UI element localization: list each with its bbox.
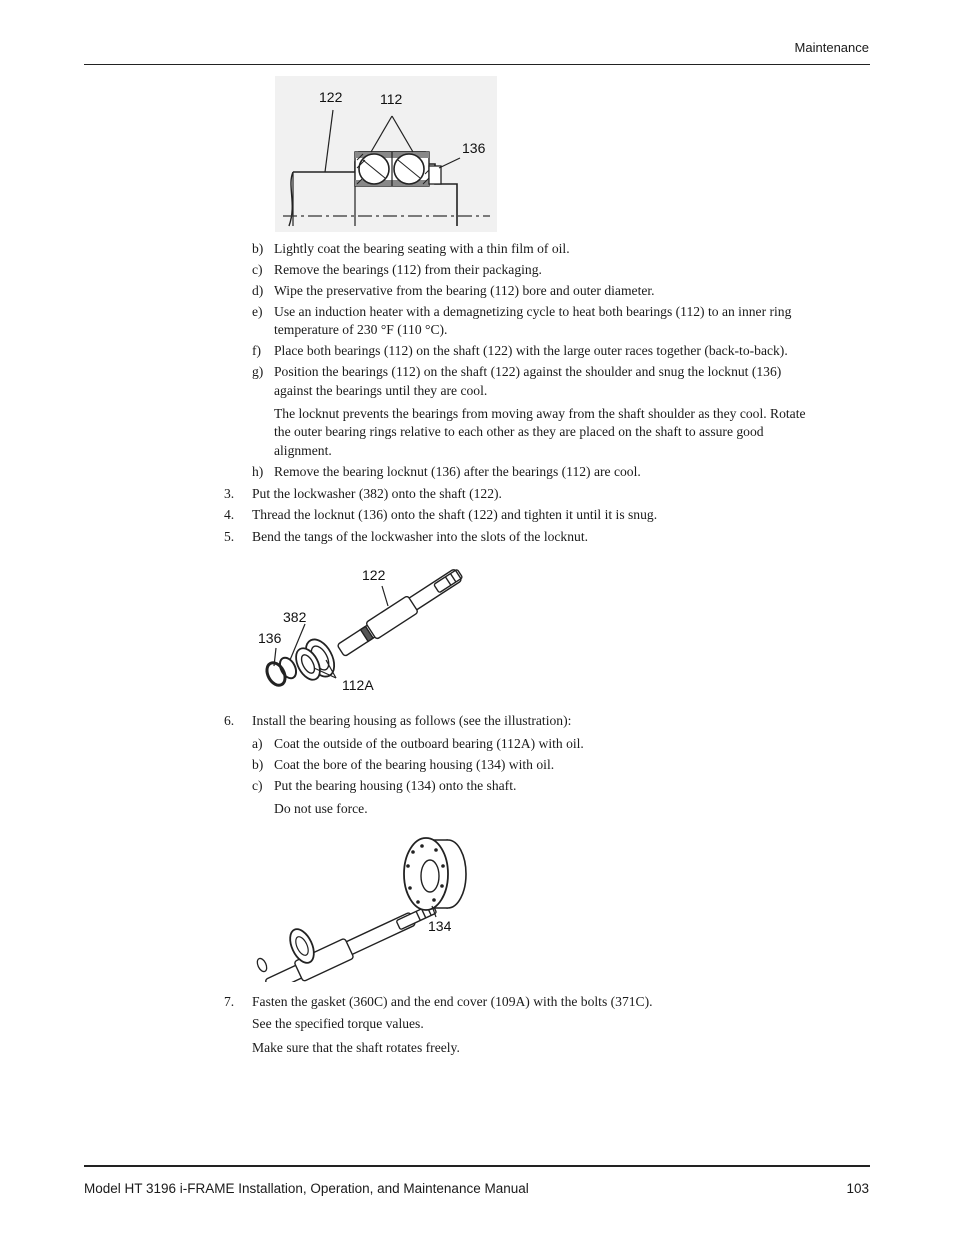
- list-marker: c): [252, 262, 263, 277]
- list-marker: b): [252, 241, 264, 256]
- step-text: Bend the tangs of the lockwasher into the slots of the locknut.: [252, 529, 589, 544]
- step-text: Thread the locknut (136) onto the shaft (122) and tighten it until it is snug.: [252, 507, 658, 522]
- list-item: Remove the bearings (112) from their packaging.: [274, 262, 542, 277]
- locknut-136: [263, 660, 288, 689]
- step-number: 7.: [224, 994, 235, 1009]
- note-line: The locknut prevents the bearings from moving away from the shaft shoulder as they cool. Rotate: [274, 406, 806, 421]
- callout-122: 122: [362, 567, 386, 583]
- callout-136: 136: [258, 630, 282, 646]
- section-title: Maintenance: [794, 40, 869, 55]
- list-item: Coat the bore of the bearing housing (134) with oil.: [274, 757, 555, 772]
- step-number: 4.: [224, 507, 235, 522]
- step-text: Install the bearing housing as follows (see the illustration):: [252, 713, 572, 728]
- callout-134: 134: [428, 918, 452, 934]
- step-number: 3.: [224, 486, 235, 501]
- list-item-continuation: temperature of 230 °F (110 °C).: [274, 322, 448, 337]
- note-line: alignment.: [274, 443, 332, 458]
- list-item: Lightly coat the bearing seating with a thin film of oil.: [274, 241, 570, 256]
- header-divider: [84, 64, 870, 65]
- list-item: Position the bearings (112) on the shaft (122) against the shoulder and snug the locknut (136): [274, 364, 782, 379]
- list-marker: e): [252, 304, 263, 319]
- step-text: Fasten the gasket (360C) and the end cover (109A) with the bolts (371C).: [252, 994, 653, 1009]
- footer-divider: [84, 1165, 870, 1167]
- bearing-housing-figure: [250, 830, 475, 982]
- shaft-assembly-figure: [250, 560, 475, 700]
- manual-title: Model HT 3196 i-FRAME Installation, Operation, and Maintenance Manual: [84, 1181, 529, 1196]
- callout-382: 382: [283, 609, 307, 625]
- list-marker: c): [252, 778, 263, 793]
- list-item: Put the bearing housing (134) onto the shaft.: [274, 778, 517, 793]
- list-item: Wipe the preservative from the bearing (112) bore and outer diameter.: [274, 283, 655, 298]
- list-item: Remove the bearing locknut (136) after the bearings (112) are cool.: [274, 464, 641, 479]
- callout-112a: 112A: [342, 677, 374, 693]
- list-marker: f): [252, 343, 262, 358]
- step-number: 6.: [224, 713, 235, 728]
- bearing-cross-section-figure: [275, 76, 497, 232]
- note-line: Make sure that the shaft rotates freely.: [252, 1040, 460, 1055]
- note-line: Do not use force.: [274, 801, 368, 816]
- list-marker: h): [252, 464, 264, 479]
- page-number: 103: [846, 1181, 869, 1196]
- list-item: Coat the outside of the outboard bearing (112A) with oil.: [274, 736, 584, 751]
- list-marker: b): [252, 757, 264, 772]
- callout-112: 112: [380, 91, 403, 107]
- callout-122: 122: [319, 89, 343, 105]
- list-item: Use an induction heater with a demagnetizing cycle to heat both bearings (112) to an inner ring: [274, 304, 792, 319]
- note-line: See the specified torque values.: [252, 1016, 424, 1031]
- callout-136: 136: [462, 140, 486, 156]
- list-item-continuation: against the bearings until they are cool.: [274, 383, 488, 398]
- list-item: Place both bearings (112) on the shaft (122) with the large outer races together (back-to-back).: [274, 343, 788, 358]
- list-marker: g): [252, 364, 264, 379]
- step-text: Put the lockwasher (382) onto the shaft (122).: [252, 486, 502, 501]
- note-line: the outer bearing rings relative to each other as they are placed on the shaft to assure good: [274, 424, 764, 439]
- list-marker: a): [252, 736, 263, 751]
- list-marker: d): [252, 283, 264, 298]
- step-number: 5.: [224, 529, 235, 544]
